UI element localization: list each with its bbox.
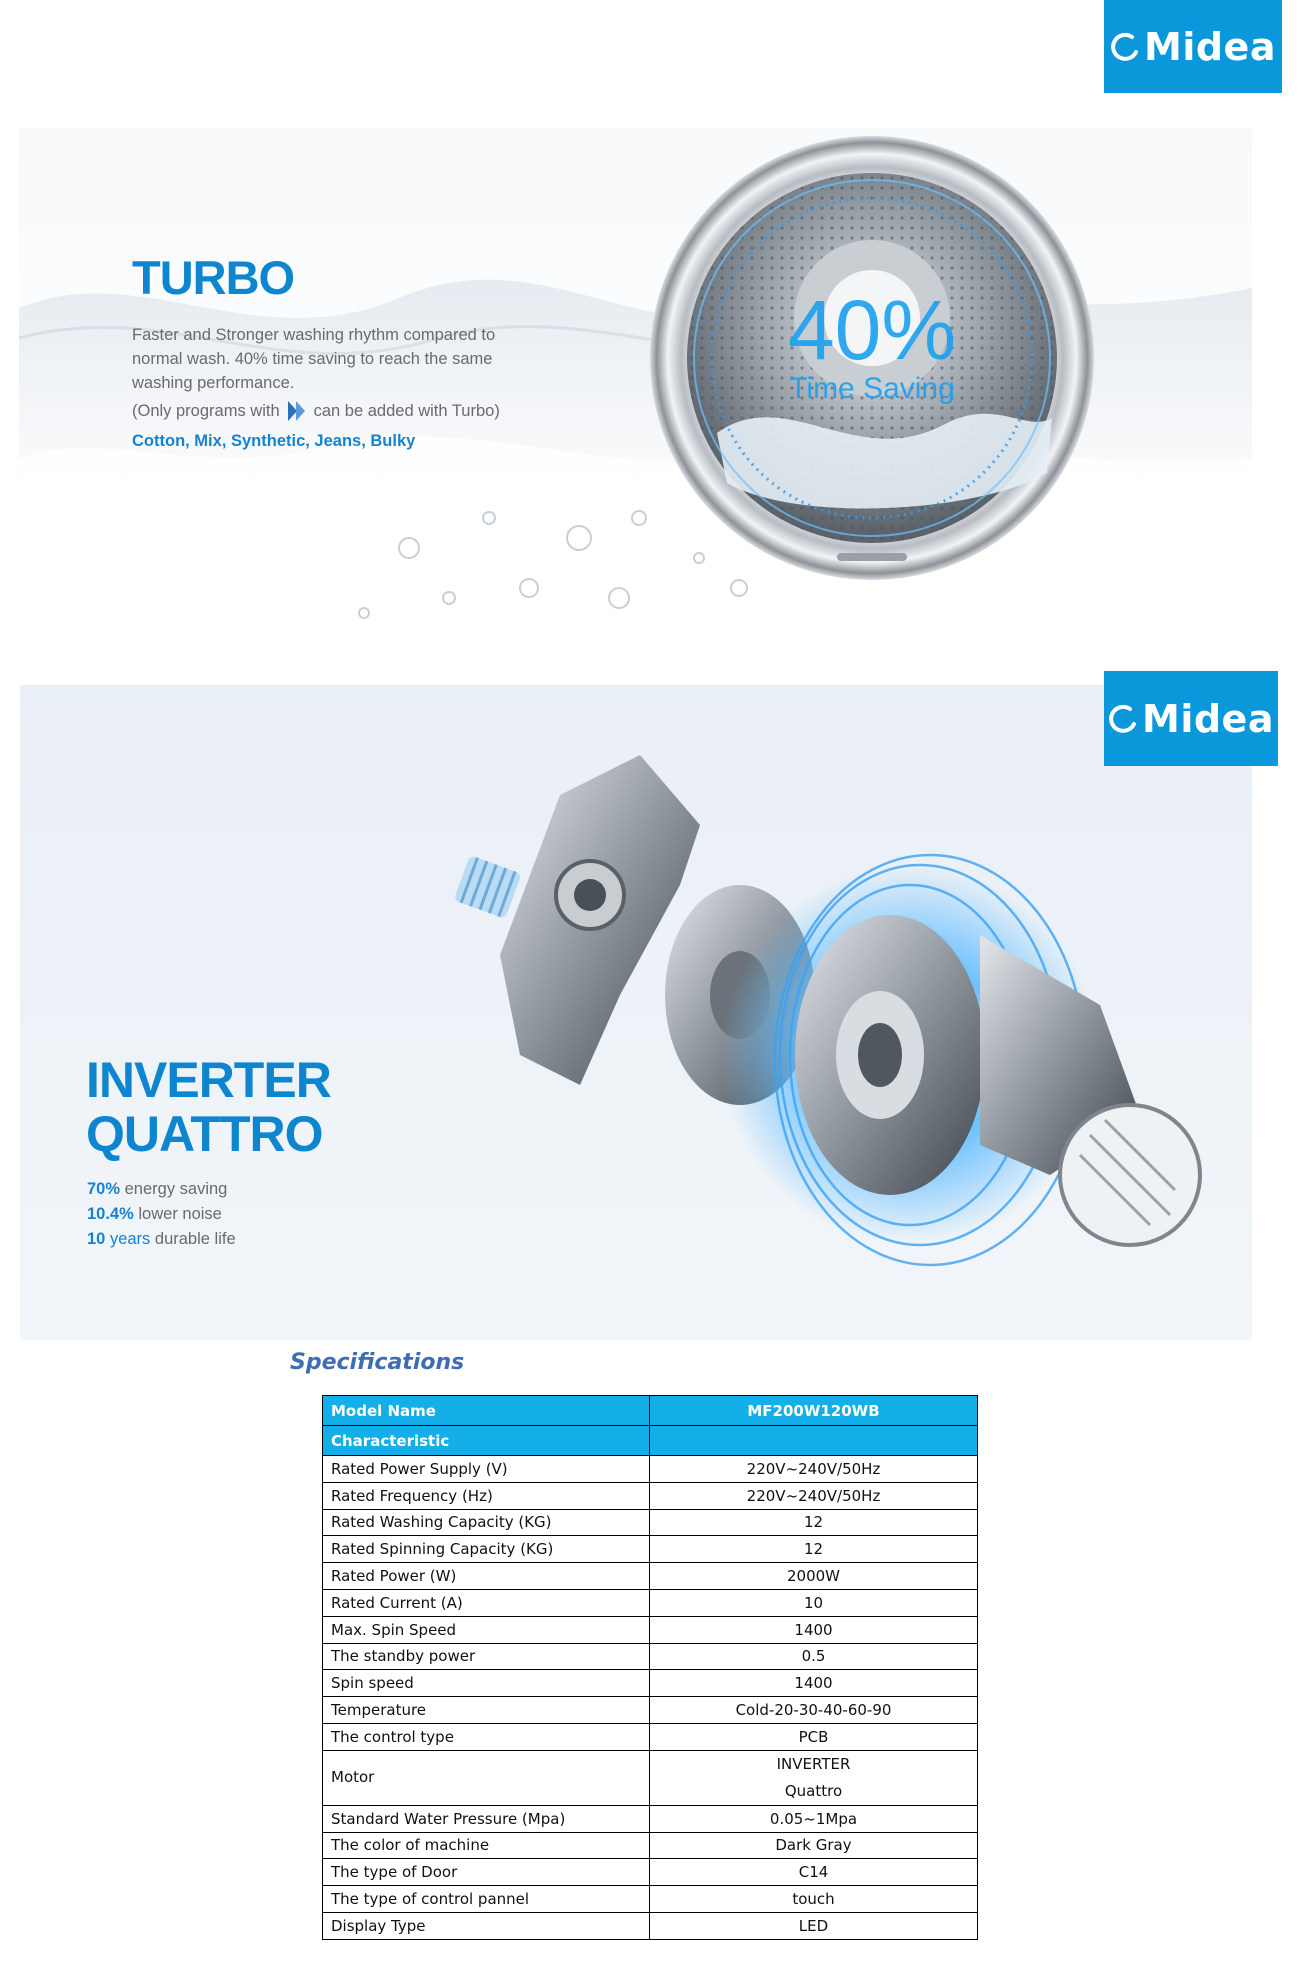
spec-value: 220V~240V/50Hz	[650, 1482, 978, 1509]
midea-swirl-icon	[1108, 704, 1138, 734]
table-row	[323, 1832, 978, 1859]
spec-value: Cold-20-30-40-60-90	[650, 1697, 978, 1724]
spec-label: Rated Power (W)	[323, 1563, 650, 1590]
table-row	[323, 1589, 978, 1616]
brand-name: Midea	[1144, 24, 1276, 69]
table-row	[323, 1509, 978, 1536]
spec-value: 0.05~1Mpa	[650, 1805, 978, 1832]
turbo-description	[132, 323, 532, 395]
inverter-feature-panel	[20, 685, 1252, 1340]
spec-value: C14	[650, 1859, 978, 1886]
spec-label: Temperature	[323, 1697, 650, 1724]
spec-label: Motor	[323, 1750, 650, 1805]
spec-label: Rated Current (A)	[323, 1589, 650, 1616]
brand-name: Midea	[1142, 696, 1274, 741]
spec-label: The standby power	[323, 1643, 650, 1670]
table-row	[323, 1616, 978, 1643]
time-saving-badge	[757, 283, 987, 406]
turbo-title: TURBO	[132, 251, 295, 304]
inverter-title-line-2: QUATTRO	[86, 1106, 323, 1162]
spec-value: PCB	[650, 1723, 978, 1750]
spec-label: Display Type	[323, 1912, 650, 1939]
spec-value	[650, 1750, 978, 1805]
inverter-title-line-1: INVERTER	[86, 1052, 331, 1108]
double-chevron-right-icon	[286, 398, 308, 424]
midea-logo	[1104, 0, 1282, 93]
spec-value: Dark Gray	[650, 1832, 978, 1859]
spec-value-line-2: Quattro	[784, 1781, 843, 1800]
inverter-title	[86, 1053, 331, 1161]
specifications-heading: Specifications	[290, 1350, 465, 1375]
turbo-feature-panel	[19, 128, 1252, 666]
spec-label: The type of control pannel	[323, 1886, 650, 1913]
table-row	[323, 1805, 978, 1832]
table-row	[323, 1886, 978, 1913]
table-row	[323, 1563, 978, 1590]
spec-value: 1400	[650, 1670, 978, 1697]
inverter-feature-list	[87, 1177, 236, 1252]
turbo-note-prefix: (Only programs with	[132, 402, 280, 420]
spec-value: LED	[650, 1912, 978, 1939]
spec-label: Rated Washing Capacity (KG)	[323, 1509, 650, 1536]
turbo-program-list: Cotton, Mix, Synthetic, Jeans, Bulky	[132, 432, 416, 450]
characteristic-label: Characteristic	[323, 1426, 650, 1456]
table-row	[323, 1456, 978, 1483]
feature-lower-noise: 10.4% lower noise	[87, 1205, 222, 1223]
spec-label: Max. Spin Speed	[323, 1616, 650, 1643]
turbo-desc-line-2: normal wash. 40% time saving to reach the same	[132, 350, 493, 368]
specifications-table	[322, 1395, 978, 1940]
table-header-row	[323, 1396, 978, 1426]
turbo-desc-line-3: washing performance.	[132, 374, 295, 392]
model-name-label: Model Name	[323, 1396, 650, 1426]
spec-value: 10	[650, 1589, 978, 1616]
spec-label: The control type	[323, 1723, 650, 1750]
midea-logo-secondary	[1104, 671, 1278, 766]
turbo-note-suffix: can be added with Turbo)	[313, 402, 500, 420]
spec-label: Spin speed	[323, 1670, 650, 1697]
table-row	[323, 1750, 978, 1805]
table-section-row	[323, 1426, 978, 1456]
time-saving-value: 40%	[787, 283, 957, 377]
inverter-motor-illustration	[440, 755, 1240, 1325]
turbo-program-note	[132, 398, 500, 424]
spec-label: The type of Door	[323, 1859, 650, 1886]
table-row	[323, 1536, 978, 1563]
spec-label: Standard Water Pressure (Mpa)	[323, 1805, 650, 1832]
spec-value-line-1: INVERTER	[776, 1754, 851, 1773]
time-saving-label: Time Saving	[789, 372, 955, 405]
spec-value: 1400	[650, 1616, 978, 1643]
spec-value: 0.5	[650, 1643, 978, 1670]
turbo-desc-line-1: Faster and Stronger washing rhythm compared to	[132, 326, 496, 344]
spec-value: touch	[650, 1886, 978, 1913]
model-name-value: MF200W120WB	[650, 1396, 978, 1426]
feature-durable-life: 10 years durable life	[87, 1230, 236, 1248]
midea-swirl-icon	[1110, 32, 1140, 62]
feature-energy-saving: 70% energy saving	[87, 1180, 228, 1198]
table-row	[323, 1643, 978, 1670]
spec-value: 2000W	[650, 1563, 978, 1590]
table-row	[323, 1697, 978, 1724]
spec-label: Rated Spinning Capacity (KG)	[323, 1536, 650, 1563]
table-row	[323, 1723, 978, 1750]
spec-label: The color of machine	[323, 1832, 650, 1859]
table-row	[323, 1482, 978, 1509]
spec-value: 220V~240V/50Hz	[650, 1456, 978, 1483]
spec-label: Rated Frequency (Hz)	[323, 1482, 650, 1509]
spec-value: 12	[650, 1536, 978, 1563]
table-row	[323, 1670, 978, 1697]
spec-label: Rated Power Supply (V)	[323, 1456, 650, 1483]
table-row	[323, 1859, 978, 1886]
characteristic-value	[650, 1426, 978, 1456]
spec-value: 12	[650, 1509, 978, 1536]
table-row	[323, 1912, 978, 1939]
